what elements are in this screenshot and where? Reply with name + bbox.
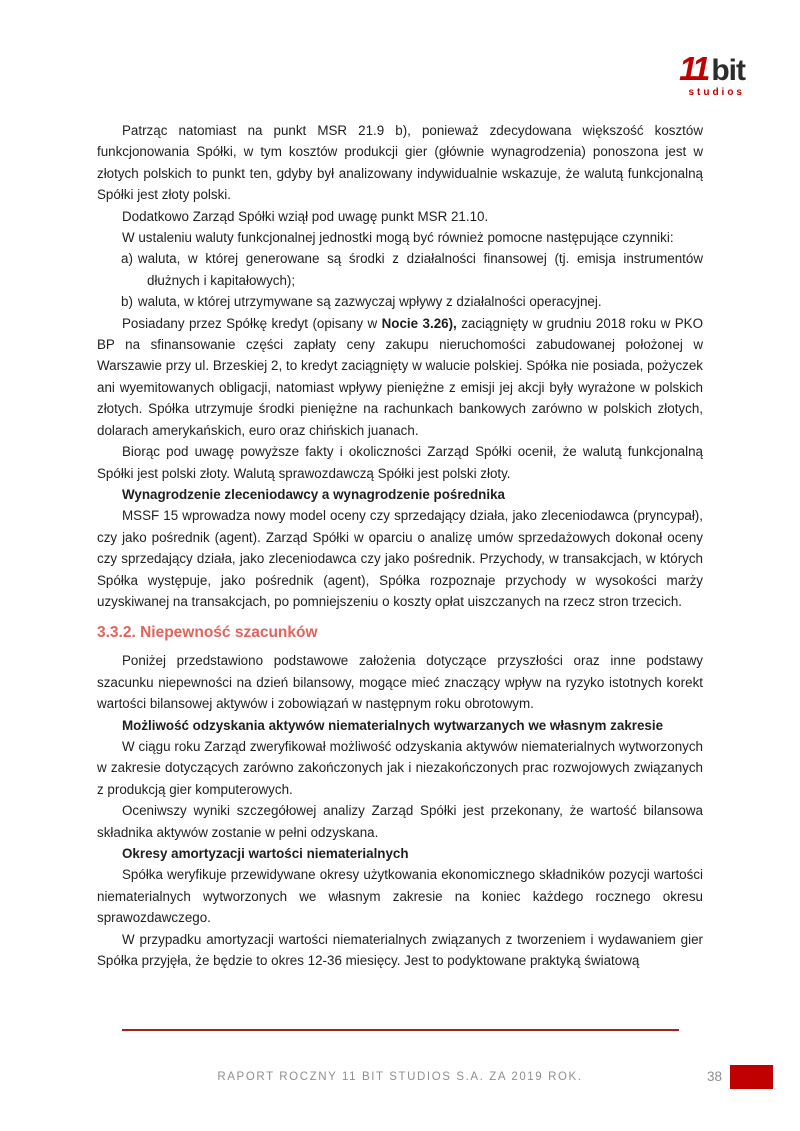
page-content bbox=[97, 120, 703, 971]
list-text-a: waluta, w której generowane są środki z działalności finansowej (tj. emisja instrumentów dłużnych i kapitałowych); bbox=[137, 251, 703, 288]
paragraph-credit bbox=[97, 313, 703, 441]
paragraph-recoverability-review: W ciągu roku Zarząd zweryfikował możliwość odzyskania aktywów niematerialnych wytworzonych w zakresie dotyczących zarówno zakończonych jak i niezakończonych prac rozwojowych związanych z produkcją gier komputerowych. bbox=[97, 738, 703, 797]
list-item-b bbox=[97, 291, 703, 312]
paragraph-amortization-review: Spółka weryfikuje przewidywane okresy użytkowania ekonomicznego składników pozycji wartości niematerialnych wytworzonych we własnym zakresie na koniec każdego rocznego okresu sprawozdawczego. bbox=[97, 867, 703, 926]
list-marker-a: a) bbox=[121, 251, 133, 267]
paragraph-msr-2110: Dodatkowo Zarząd Spółki wziął pod uwagę punkt MSR 21.10. bbox=[122, 208, 489, 224]
page-number: 38 bbox=[706, 1069, 722, 1084]
paragraph-functional-currency-conclusion: Biorąc pod uwagę powyższe fakty i okoliczności Zarząd Spółki ocenił, że walutą funkcjonalną Spółki jest polski złoty. Walutą sprawozdawczą Spółki jest polski złoty. bbox=[97, 444, 703, 481]
logo-bit-text: bit bbox=[711, 54, 745, 87]
note-reference: Nocie 3.26), bbox=[381, 315, 457, 331]
list-marker-b: b) bbox=[121, 294, 133, 310]
paragraph-currency-factors: W ustaleniu waluty funkcjonalnej jednostki mogą być również pomocne następujące czynniki: bbox=[122, 230, 674, 246]
paragraph-amortization-period: W przypadku amortyzacji wartości niematerialnych związanych z tworzeniem i wydawaniem gier Spółka przyjęła, że będzie to okres 12-36 miesięcy. Jest to podyktowane praktyką światową bbox=[97, 931, 703, 969]
paragraph-mssf15: MSSF 15 wprowadza nowy model oceny czy sprzedający działa, jako zleceniodawca (pryncypał), czy jako pośrednik (agent). Zarząd Spółki w oparciu o analizę umów sprzedażowych dokonał oceny czy sprzedający działa, jako zleceniodawca czy jako pośrednik. Przychody, w transakcjach, w których Spółka występuje, jako pośrednik (agent), Spółka rozpoznaje przychody w wysokości marży uzyskiwanej na transakcjach, po pomniejszeniu o koszty opłat uiszczanych na rzecz stron trzecich. bbox=[97, 508, 703, 609]
footer-report-title: RAPORT ROCZNY 11 BIT STUDIOS S.A. ZA 2019 ROK. bbox=[217, 1071, 583, 1083]
footer-row bbox=[0, 1065, 800, 1089]
heading-principal-agent: Wynagrodzenie zleceniodawcy a wynagrodzenie pośrednika bbox=[122, 486, 505, 502]
paragraph-estimates-intro: Poniżej przedstawiono podstawowe założenia dotyczące przyszłości oraz inne podstawy szacunku niepewności na dzień bilansowy, mogące mieć znaczący wpływ na ryzyko istotnych korekt wartości bilansowej aktywów i zobowiązań w następnym roku obrotowym. bbox=[97, 653, 703, 712]
paragraph-recoverability-conclusion: Oceniwszy wyniki szczegółowej analizy Zarząd Spółki jest przekonany, że wartość bilansowa składnika aktywów zostanie w pełni odzyskana. bbox=[97, 803, 703, 840]
page-number-badge bbox=[730, 1065, 773, 1089]
heading-intangibles-recoverability: Możliwość odzyskania aktywów niematerialnych wytwarzanych we własnym zakresie bbox=[122, 717, 664, 733]
paragraph-msr-219b: Patrząc natomiast na punkt MSR 21.9 b), ponieważ zdecydowana większość kosztów funkcjonowania Spółki, w tym kosztów produkcji gier (głównie wynagrodzenia) ponoszona jest w złotych polskich to punkt ten, gdyby był analizowany indywidualnie wskazuje, że walutą funkcjonalną Spółki jest złoty polski. bbox=[97, 123, 703, 203]
paragraph-credit-post: zaciągnięty w grudniu 2018 roku w PKO BP na sfinansowanie części zapłaty ceny zakupu nieruchomości zabudowanej położonej w Warszawie przy ul. Brzeskiej 2, to kredyt zaciągnięty w walucie polskiej. Spółka nie posiada, pożyczek ani wyemitowanych obligacji, natomiast wpływy pieniężne z emisji jej akcji były wyrażone w polskich złotych. Spółka utrzymuje środki pieniężne na rachunkach bankowych zarówno w polskich złotych, dolarach amerykańskich, euro oraz chińskich juanach. bbox=[97, 315, 703, 438]
heading-amortization-periods: Okresy amortyzacji wartości niematerialnych bbox=[122, 846, 409, 861]
paragraph-credit-pre: Posiadany przez Spółkę kredyt (opisany w bbox=[122, 315, 382, 331]
logo-studios-text: studios bbox=[688, 87, 745, 98]
list-text-b: waluta, w której utrzymywane są zazwyczaj wpływy z działalności operacyjnej. bbox=[137, 294, 602, 310]
section-heading-3-3-2: 3.3.2. Niepewność szacunków bbox=[97, 624, 318, 642]
logo-row bbox=[679, 52, 745, 86]
logo-11-mark: 11 bbox=[679, 50, 708, 87]
company-logo bbox=[679, 52, 745, 98]
list-item-a bbox=[97, 248, 703, 291]
footer-divider bbox=[122, 1029, 679, 1031]
page-footer bbox=[0, 1029, 800, 1089]
